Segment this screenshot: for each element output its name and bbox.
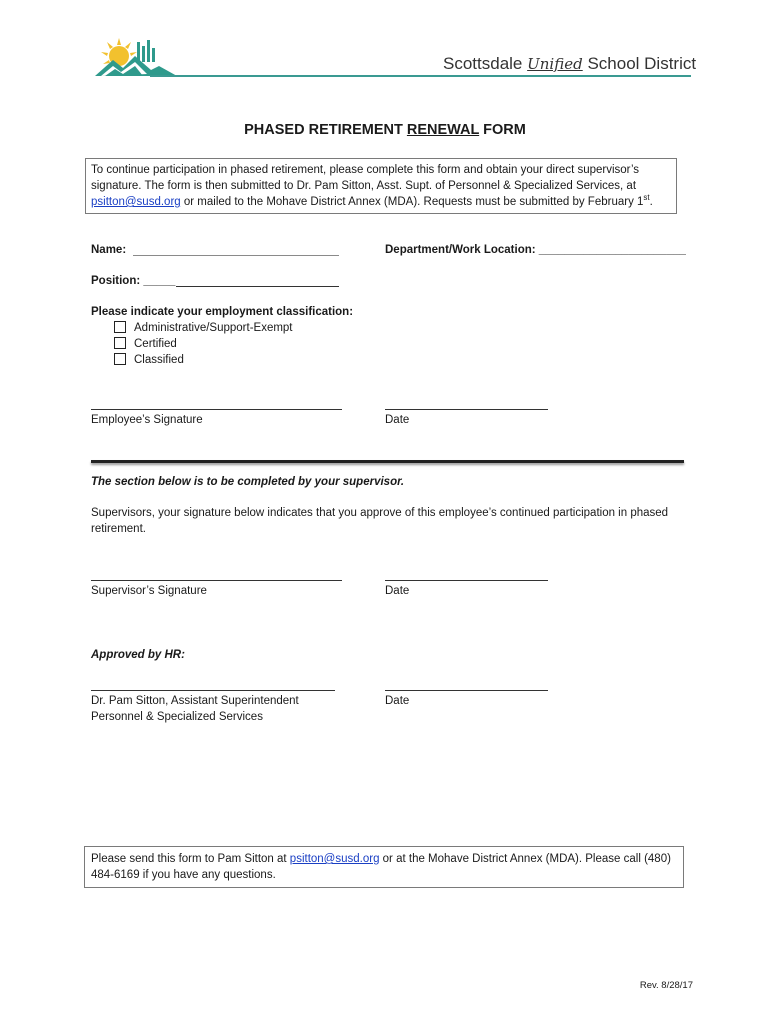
classification-checkbox-admin[interactable] (114, 321, 126, 333)
supervisor-section-note: The section below is to be completed by your supervisor. (91, 476, 405, 488)
hr-approver-name: Dr. Pam Sitton, Assistant Superintendent (91, 695, 299, 707)
district-logo (93, 36, 177, 80)
intro-line1: To continue participation in phased retirement, please complete this form and obtain your direct supervisor’s (91, 164, 640, 176)
intro-line2: signature. The form is then submitted to Dr. Pam Sitton, Asst. Supt. of Personnel & Specialized Services, at (91, 180, 637, 192)
hr-date-line[interactable] (385, 690, 548, 691)
classification-option-classified: Classified (134, 354, 184, 366)
sun-mountain-logo-icon (93, 36, 177, 80)
supervisor-statement-line2: retirement. (91, 523, 146, 535)
hr-signature-line[interactable] (91, 690, 335, 691)
title-part2: FORM (479, 122, 526, 138)
supervisor-date-line[interactable] (385, 580, 548, 581)
header-rule (150, 75, 691, 77)
form-title (0, 122, 770, 138)
employee-date-line[interactable] (385, 409, 548, 410)
employee-signature-label: Employee’s Signature (91, 414, 203, 426)
contact-text1: Please send this form to Pam Sitton at (91, 853, 290, 865)
classification-label: Please indicate your employment classification: (91, 306, 354, 318)
classification-checkbox-certified[interactable] (114, 337, 126, 349)
position-label: Position: _____ (91, 275, 176, 287)
contact-email-link[interactable]: psitton@susd.org (289, 853, 380, 865)
intro-email-link[interactable]: psitton@susd.org (91, 196, 181, 208)
district-name-part1: Scottsdale (443, 54, 523, 73)
intro-text (91, 162, 676, 210)
supervisor-signature-line[interactable] (91, 580, 342, 581)
contact-line1 (91, 851, 681, 867)
hr-date-label: Date (385, 695, 410, 707)
district-name (443, 54, 697, 76)
classification-option-admin: Administrative/Support-Exempt (134, 322, 293, 334)
title-underlined: RENEWAL (406, 122, 480, 138)
supervisor-statement (91, 505, 681, 537)
supervisor-date-label: Date (385, 585, 410, 597)
classification-checkbox-classified[interactable] (114, 353, 126, 365)
approved-by-hr-label: Approved by HR: (91, 649, 185, 661)
district-name-script: Unified (527, 55, 583, 73)
employee-signature-line[interactable] (91, 409, 342, 410)
revision-label: Rev. 8/28/17 (639, 980, 693, 991)
name-label: Name: (91, 244, 127, 256)
employee-date-label: Date (385, 414, 410, 426)
contact-text (91, 851, 681, 883)
title-part1: PHASED RETIREMENT (244, 122, 407, 138)
intro-sup: st (643, 193, 650, 203)
position-field[interactable] (176, 286, 339, 287)
hr-approver-department: Personnel & Specialized Services (91, 711, 263, 723)
intro-end: . (649, 196, 653, 208)
supervisor-signature-label: Supervisor’s Signature (91, 585, 207, 597)
section-divider (91, 460, 684, 463)
supervisor-statement-line1: Supervisors, your signature below indicates that you approve of this employee’s continued participation in phased (91, 507, 669, 519)
district-name-part2: School District (587, 54, 697, 73)
intro-line3-rest: or mailed to the Mohave District Annex (MDA). Requests must be submitted by February 1 (180, 196, 644, 208)
contact-line2: 484-6169 if you have any questions. (91, 869, 276, 881)
department-label: Department/Work Location: _______________________ (385, 244, 686, 256)
contact-text2: or at the Mohave District Annex (MDA). Please call (480) (379, 853, 671, 865)
name-field[interactable] (133, 255, 339, 256)
intro-line3 (91, 194, 676, 210)
classification-option-certified: Certified (134, 338, 177, 350)
